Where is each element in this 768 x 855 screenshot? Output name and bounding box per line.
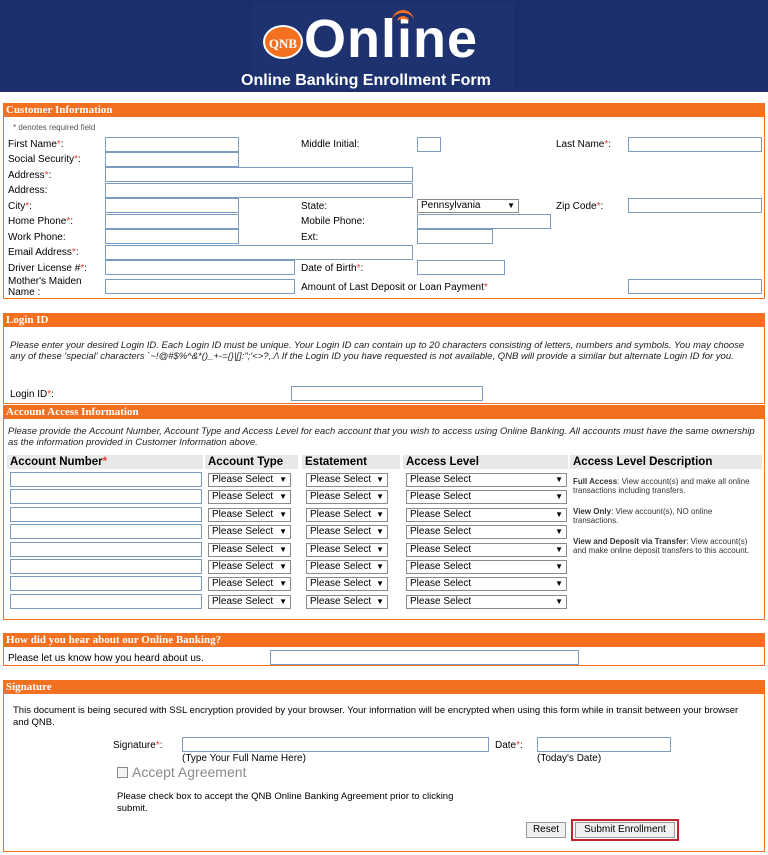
select-placeholder: Please Select <box>310 508 372 520</box>
maiden-line2: Name : <box>8 287 41 298</box>
label-colon: : <box>608 139 612 150</box>
home-phone-text: Home Phone <box>8 216 67 227</box>
date-hint: (Today's Date) <box>537 753 602 764</box>
select-placeholder: Please Select <box>212 508 274 520</box>
access-level-select[interactable] <box>406 543 567 557</box>
label-colon: : <box>70 216 74 227</box>
account-type-select[interactable] <box>208 560 291 574</box>
select-placeholder: Please Select <box>410 526 472 538</box>
reset-button[interactable]: Reset <box>526 822 566 838</box>
full-access-description <box>573 477 759 495</box>
account-type-select[interactable] <box>208 490 291 504</box>
label-colon: : <box>520 740 523 751</box>
work-phone-label: Work Phone: <box>8 232 66 243</box>
signature-hint: (Type Your Full Name Here) <box>182 753 306 764</box>
city-text: City <box>8 201 26 212</box>
label-colon: : <box>159 740 163 751</box>
required-mark: * <box>80 263 85 274</box>
dropdown-arrow-icon: ▼ <box>376 509 384 519</box>
view-only-title: View Only <box>573 507 612 516</box>
first-name-text: First Name <box>8 139 57 150</box>
last-deposit-label <box>301 282 488 293</box>
select-placeholder: Please Select <box>212 595 274 607</box>
account-type-select[interactable] <box>208 525 291 539</box>
login-id-heading: Login ID <box>3 313 765 327</box>
address1-input[interactable] <box>105 167 413 182</box>
dropdown-arrow-icon: ▼ <box>279 527 287 537</box>
maiden-name-label <box>8 276 82 298</box>
middle-initial-input[interactable] <box>417 137 441 152</box>
signature-label <box>113 740 163 751</box>
signature-input[interactable] <box>182 737 489 752</box>
label-colon: : <box>29 201 32 212</box>
qnb-logo-badge: QNB <box>263 25 303 59</box>
dropdown-arrow-icon: ▼ <box>507 201 515 210</box>
estatement-select[interactable] <box>306 595 388 609</box>
date-text: Date <box>495 740 517 751</box>
hear-about-heading: How did you hear about our Online Banking? <box>3 633 765 647</box>
estatement-select[interactable] <box>306 525 388 539</box>
required-mark: * <box>604 139 609 150</box>
state-label: State: <box>301 201 328 212</box>
dropdown-arrow-icon: ▼ <box>555 544 563 554</box>
work-phone-input[interactable] <box>105 229 239 244</box>
label-colon: : <box>60 139 64 150</box>
dropdown-arrow-icon: ▼ <box>376 475 384 484</box>
state-select[interactable] <box>417 199 519 213</box>
account-number-input[interactable] <box>10 524 202 539</box>
estatement-select[interactable] <box>306 577 388 591</box>
home-phone-label <box>8 216 73 227</box>
estatement-select[interactable] <box>306 490 388 504</box>
driver-license-label <box>8 263 87 274</box>
estatement-select[interactable] <box>306 508 388 522</box>
required-mark: * <box>102 456 108 468</box>
select-placeholder: Please Select <box>310 474 372 485</box>
account-number-input[interactable] <box>10 594 202 609</box>
label-colon: : <box>600 201 604 212</box>
zip-label <box>556 201 603 212</box>
full-access-text: : View account(s) and make all online transactions including transfers. <box>573 477 750 495</box>
dropdown-arrow-icon: ▼ <box>376 544 384 554</box>
signature-heading: Signature <box>3 680 765 694</box>
access-level-select[interactable] <box>406 490 567 504</box>
view-deposit-text: : View account(s) and make online deposit transfers to this account. <box>573 537 750 555</box>
select-placeholder: Please Select <box>310 561 372 572</box>
accept-agreement-note: Please check box to accept the QNB Online Banking Agreement prior to clicking submit. <box>117 791 454 814</box>
view-deposit-title: View and Deposit via Transfer <box>573 537 687 546</box>
required-mark: * <box>74 154 79 165</box>
login-instructions: Please enter your desired Login ID. Each Login ID must be unique. Your Login ID can contain up to 20 characters consisting of letters, numbers and symbols. You may choose any of these 'special' characters `~!@#$%^&*()_+-={}|[]:";'<>?,./\ If the Login ID you have requested is not available, QNB will provide a similar but alternate Login ID for you. <box>10 340 745 362</box>
select-placeholder: Please Select <box>410 595 472 607</box>
driver-license-input[interactable] <box>105 260 295 275</box>
select-placeholder: Please Select <box>212 543 274 555</box>
driver-license-text: Driver License # <box>8 263 81 274</box>
select-placeholder: Please Select <box>410 578 472 590</box>
full-access-title: Full Access <box>573 477 618 486</box>
dropdown-arrow-icon: ▼ <box>376 579 384 589</box>
dropdown-arrow-icon: ▼ <box>555 579 563 589</box>
access-level-select[interactable] <box>406 560 567 574</box>
middle-initial-label: Middle Initial: <box>301 139 360 150</box>
access-level-select[interactable] <box>406 525 567 539</box>
dob-label <box>301 263 363 274</box>
required-mark: * <box>71 247 76 258</box>
dropdown-arrow-icon: ▼ <box>279 509 287 519</box>
view-only-description <box>573 507 759 525</box>
required-mark: * <box>516 740 521 751</box>
ssn-input[interactable] <box>105 152 239 167</box>
dropdown-arrow-icon: ▼ <box>279 579 287 589</box>
login-id-text: Login ID <box>10 389 48 400</box>
account-access-instructions: Please provide the Account Number, Account Type and Access Level for each account that you wish to access using Online Banking. All accounts must have the same ownership as the information provided in Customer Information above. <box>8 426 755 448</box>
dropdown-arrow-icon: ▼ <box>555 475 563 484</box>
view-only-text: : View account(s), NO online transactions. <box>573 507 713 525</box>
home-phone-input[interactable] <box>105 214 239 229</box>
select-placeholder: Please Select <box>410 561 472 572</box>
select-placeholder: Please Select <box>310 578 372 590</box>
dropdown-arrow-icon: ▼ <box>279 562 287 571</box>
dob-input[interactable] <box>417 260 505 275</box>
account-type-select[interactable] <box>208 595 291 609</box>
dropdown-arrow-icon: ▼ <box>279 544 287 554</box>
select-placeholder: Please Select <box>410 474 472 485</box>
select-placeholder: Please Select <box>410 543 472 555</box>
account-number-input[interactable] <box>10 507 202 522</box>
access-level-select[interactable] <box>406 577 567 591</box>
email-input[interactable] <box>105 245 413 260</box>
select-placeholder: Please Select <box>310 595 372 607</box>
ext-input[interactable] <box>417 229 493 244</box>
label-colon: : <box>75 247 79 258</box>
required-mark: * <box>66 216 71 227</box>
account-access-heading: Account Access Information <box>3 405 765 419</box>
select-placeholder: Please Select <box>212 526 274 538</box>
label-colon: : <box>78 154 81 165</box>
required-mark: * <box>356 263 361 274</box>
form-title: Online Banking Enrollment Form <box>241 72 491 89</box>
dropdown-arrow-icon: ▼ <box>279 492 287 502</box>
col-access-level: Access Level <box>403 455 568 469</box>
account-type-select[interactable] <box>208 473 291 487</box>
col-access-description: Access Level Description <box>570 455 762 469</box>
ssl-notice: This document is being secured with SSL encryption provided by your browser. Your information will be encrypted when using this form while in transit between your browser and QNB. <box>13 705 739 728</box>
select-placeholder: Please Select <box>212 474 274 485</box>
label-colon: : <box>48 170 52 181</box>
dropdown-arrow-icon: ▼ <box>376 596 384 606</box>
label-colon: : <box>84 263 87 274</box>
dropdown-arrow-icon: ▼ <box>555 562 563 571</box>
col-account-text: Account Number <box>10 456 103 468</box>
last-deposit-input[interactable] <box>628 279 762 294</box>
required-mark: * <box>56 139 61 150</box>
address2-label: Address: <box>8 185 48 196</box>
required-mark: * <box>596 201 601 212</box>
mobile-phone-input[interactable] <box>417 214 551 229</box>
dropdown-arrow-icon: ▼ <box>555 527 563 537</box>
email-text: Email Address <box>8 247 72 258</box>
account-number-input[interactable] <box>10 559 202 574</box>
select-placeholder: Please Select <box>310 491 372 503</box>
col-account-type: Account Type <box>205 455 298 469</box>
required-mark: * <box>155 740 160 751</box>
dropdown-arrow-icon: ▼ <box>376 562 384 571</box>
state-value: Pennsylvania <box>421 200 481 211</box>
select-placeholder: Please Select <box>212 561 274 572</box>
email-label <box>8 247 79 258</box>
estatement-select[interactable] <box>306 473 388 487</box>
zip-input[interactable] <box>628 198 762 213</box>
date-label <box>495 740 523 751</box>
view-deposit-description <box>573 537 759 555</box>
ext-label: Ext: <box>301 232 319 243</box>
last-name-label <box>556 139 611 150</box>
account-number-input[interactable] <box>10 542 202 557</box>
dropdown-arrow-icon: ▼ <box>279 596 287 606</box>
select-placeholder: Please Select <box>310 543 372 555</box>
dropdown-arrow-icon: ▼ <box>555 492 563 502</box>
select-placeholder: Please Select <box>212 578 274 590</box>
dropdown-arrow-icon: ▼ <box>555 596 563 606</box>
dropdown-arrow-icon: ▼ <box>279 475 287 484</box>
city-label <box>8 201 32 212</box>
access-level-select[interactable] <box>406 508 567 522</box>
required-mark: * <box>44 170 49 181</box>
address1-label <box>8 170 51 181</box>
ssn-label <box>8 154 81 165</box>
address1-text: Address <box>8 170 45 181</box>
required-mark: * <box>47 389 52 400</box>
select-placeholder: Please Select <box>310 526 372 538</box>
dob-text: Date of Birth <box>301 263 357 274</box>
access-level-select[interactable] <box>406 595 567 609</box>
last-name-input[interactable] <box>628 137 762 152</box>
dropdown-arrow-icon: ▼ <box>376 492 384 502</box>
address2-input[interactable] <box>105 183 413 198</box>
first-name-label <box>8 139 64 150</box>
signal-icon-inner <box>397 16 409 24</box>
login-id-input[interactable] <box>291 386 483 401</box>
account-number-input[interactable] <box>10 489 202 504</box>
customer-info-heading: Customer Information <box>3 103 765 117</box>
maiden-line1: Mother's Maiden <box>8 276 82 287</box>
dropdown-arrow-icon: ▼ <box>376 527 384 537</box>
hear-about-input[interactable] <box>270 650 579 665</box>
zip-text: Zip Code <box>556 201 597 212</box>
estatement-select[interactable] <box>306 560 388 574</box>
accept-agreement-label: Accept Agreement <box>132 764 247 780</box>
select-placeholder: Please Select <box>410 508 472 520</box>
required-note: * denotes required field <box>13 123 96 132</box>
account-type-select[interactable] <box>208 543 291 557</box>
accept-agreement-checkbox[interactable] <box>117 767 128 778</box>
label-colon: : <box>360 263 364 274</box>
logo-wordmark: Online <box>304 9 479 69</box>
date-input[interactable] <box>537 737 671 752</box>
account-type-select[interactable] <box>208 508 291 522</box>
access-level-select[interactable] <box>406 473 567 487</box>
required-mark: * <box>25 201 30 212</box>
select-placeholder: Please Select <box>212 491 274 503</box>
col-account-number <box>7 455 203 469</box>
estatement-select[interactable] <box>306 543 388 557</box>
city-input[interactable] <box>105 198 239 213</box>
label-colon: : <box>51 389 54 400</box>
hear-about-label: Please let us know how you heard about us. <box>8 653 204 664</box>
submit-enrollment-button[interactable]: Submit Enrollment <box>575 822 675 838</box>
dropdown-arrow-icon: ▼ <box>555 509 563 519</box>
login-id-label <box>10 389 54 400</box>
col-estatement: Estatement <box>302 455 400 469</box>
last-deposit-text: Amount of Last Deposit or Loan Payment <box>301 282 484 293</box>
account-number-input[interactable] <box>10 576 202 591</box>
last-name-text: Last Name <box>556 139 605 150</box>
account-type-select[interactable] <box>208 577 291 591</box>
mobile-phone-label: Mobile Phone: <box>301 216 365 227</box>
ssn-text: Social Security <box>8 154 75 165</box>
maiden-name-input[interactable] <box>105 279 295 294</box>
signature-text: Signature <box>113 740 156 751</box>
account-number-input[interactable] <box>10 472 202 487</box>
first-name-input[interactable] <box>105 137 239 152</box>
required-mark: * <box>483 282 488 293</box>
select-placeholder: Please Select <box>410 491 472 503</box>
